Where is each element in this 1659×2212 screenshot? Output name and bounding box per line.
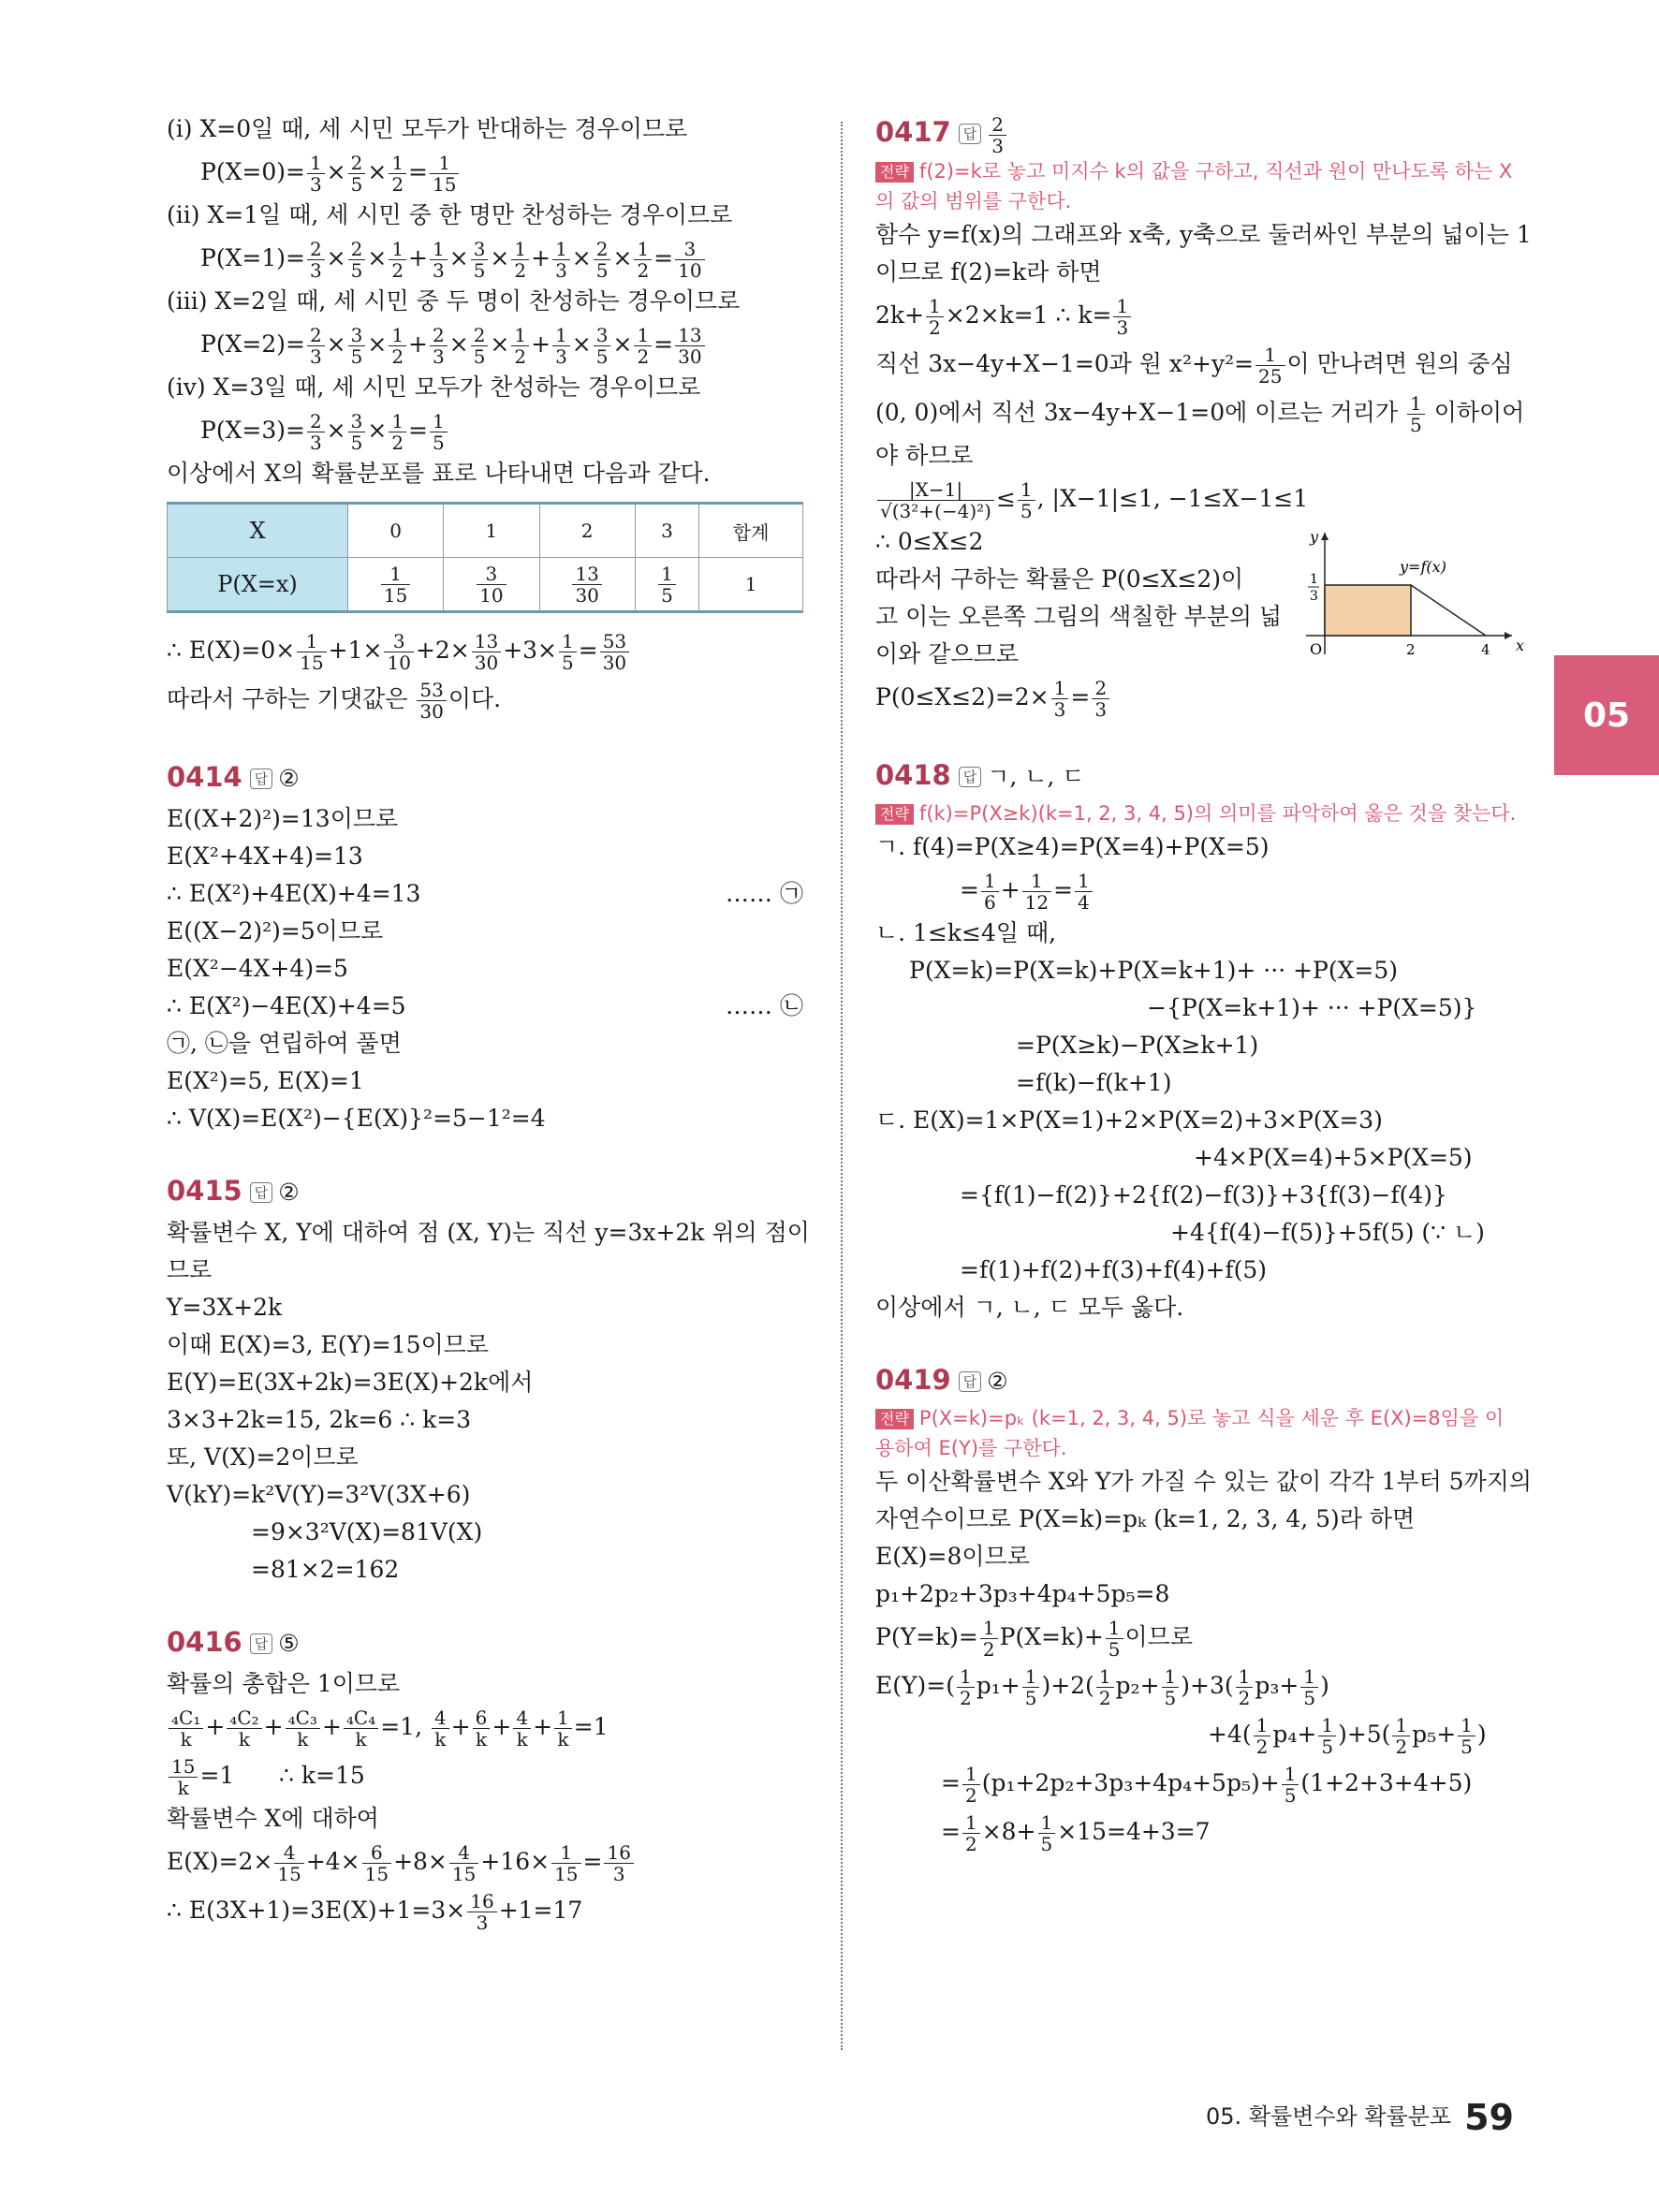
- p-x3: P(X=3)= $\frac{2}{3}$ × $\frac{3}{5}$ × $\frac{1}{2}$ = $\frac{1}{5}$: [167, 406, 803, 455]
- strategy-0419: 전략 P(X=k)=pₖ (k=1, 2, 3, 4, 5)로 놓고 식을 세운 후 E(X)=8임을 이용하여 E(Y)를 구한다.: [875, 1407, 1505, 1459]
- case-iii: (ⅲ) X=2일 때, 세 시민 중 두 명이 찬성하는 경우이므로: [167, 287, 741, 315]
- svg-text:x: x: [1516, 637, 1525, 654]
- strategy-0417: 전략 f(2)=k로 놓고 미지수 k의 값을 구하고, 직선과 원이 만나도록 하는 X의 값의 범위를 구한다.: [875, 160, 1513, 212]
- expectation-line: ∴ E(X)=0× $\frac{1}{15}$ +1× $\frac{3}{10}$ +2× $\frac{13}{30}$ +3× $\frac{1}{5}$ = $\frac{53}{30}$: [167, 626, 803, 675]
- p-x1: P(X=1)= $\frac{2}{3}$ × $\frac{2}{5}$ × $\frac{1}{2}$ + $\frac{1}{3}$ × $\frac{3}{5}$ × $\frac{1}{2}$ + $\frac{1}{3}$ × $\frac{2}{5}$ × $\frac{1}{2}$ = $\frac{3}{10}$: [167, 234, 803, 283]
- case-i: (ⅰ) X=0일 때, 세 시민 모두가 반대하는 경우이므로: [167, 115, 688, 142]
- strategy-0418: 전략 f(k)=P(X≥k)(k=1, 2, 3, 4, 5)의 의미를 파악하여 옳은 것을 찾는다.: [875, 798, 1521, 828]
- svg-text:4: 4: [1481, 641, 1490, 658]
- function-graph: [1287, 523, 1531, 664]
- svg-text:O: O: [1310, 640, 1323, 658]
- problem-0416-header: 0416 답 ⑤: [167, 1626, 300, 1658]
- p-x2: P(X=2)= $\frac{2}{3}$ × $\frac{3}{5}$ × $\frac{1}{2}$ + $\frac{2}{3}$ × $\frac{2}{5}$ × $\frac{1}{2}$ + $\frac{1}{3}$ × $\frac{3}{5}$ × $\frac{1}{2}$ = $\frac{13}{30}$: [167, 320, 803, 369]
- left-column: (ⅰ) X=0일 때, 세 시민 모두가 반대하는 경우이므로 P(X=0)= $\frac{1}{3}$ × $\frac{2}{5}$ × $\frac{1}{2}$ = $\frac{1}{15}$ (ⅱ) X=1일 때, 세 시민 중 한 명만 찬성하는 경우이므로 P(X=1)= $\frac{2}{3}$ × $\frac{2}{5}$ × $\frac{1}{2}$ + $\frac{1}{3}$ × $\frac{3}{5}$ × $\frac{1}{2}$ + $\frac{1}{3}$ × $\frac{2}{5}$ × $\frac{1}{2}$ = $\frac{3}{10}$ (ⅲ) X=2일 때, 세 시민 중 두 명이 찬성하는 경우이므로 P(X=2)= $\frac{2}{3}$ × $\frac{3}{5}$ × $\frac{1}{2}$ + $\frac{2}{3}$ × $\frac{2}{5}$ × $\frac{1}{2}$ + $\frac{1}{3}$ × $\frac{3}{5}$ × $\frac{1}{2}$ = $\frac{13}{30}$ (ⅳ) X=3일 때, 세 시민 모두가 찬성하는 경우이므로 P(X=3)= $\frac{2}{3}$ × $\frac{3}{5}$ × $\frac{1}{2}$ = $\frac{1}{5}$ 이상에서 X의 확률분포를 표로 나타내면 다음과 같다. X 0 1 2 3 합계 P(X=x) $\frac{1}{15}$ $\frac{3}{10}$ $\frac{13}{30}$ $\frac{1}{5}$ 1 ∴ E(X)=0× $\frac{1}{15}$ +1× $\frac{3}{10}$ +2× $\frac{13}{30}$ +3× $\frac{1}{5}$ = $\frac{53}{30}$ 따라서 구하는 기댓값은 $\frac{53}{30}$ 이다. 0414 답 ② E((X+2)²)=13이므로 E(X²+4X+4)=13 ∴ E(X²)+4E(X)+4=13 …… ㉠ E((X−2)²)=5이므로 E(X²−4X+4)=5 ∴ E(X²)−4E(X)+4=5 …… ㉡ ㉠, ㉡을 연립하여 풀면 E(X²)=5, E(X)=1 ∴ V(X)=E(X²)−{E(X)}²=5−1²=4 0415 답 ② 확률변수 X, Y에 대하여 점 (X, Y)는 직선 y=3x+2k 위의 점이 므로 Y=3X+2k 이때 E(X)=3, E(Y)=15이므로 E(Y)=E(3X+2k)=3E(X)+2k에서 3×3+2k=15, 2k=6 ∴ k=3 또, V(X)=2이므로 V(kY)=k²V(Y)=3²V(3X+6) =9×3²V(X)=81V(X) =81×2=162 0416 답 ⑤ 확률의 총합은 1이므로 $\frac{\text{₄C₁}}{k}$ + $\frac{\text{₄C₂}}{k}$ + $\frac{\text{₄C₃}}{k}$ + $\frac{\text{₄C₄}}{k}$ =1, $\frac{4}{k}$ + $\frac{6}{k}$ + $\frac{4}{k}$ + $\frac{1}{k}$ =1 $\frac{15}{k}$ =1 ∴ k=15 확률변수 X에 대하여 E(X)=2× $\frac{4}{15}$ +4× $\frac{6}{15}$ +8× $\frac{4}{15}$ +16× $\frac{1}{15}$ = $\frac{16}{3}$ ∴ E(3X+1)=3E(X)+1=3× $\frac{16}{3}$ +1=17: [167, 110, 803, 1935]
- chapter-tab: 05: [1554, 655, 1659, 775]
- right-column: 0417 답 $\frac{2}{3}$ 전략 f(2)=k로 놓고 미지수 k의 값을 구하고, 직선과 원이 만나도록 하는 X의 값의 범위를 구한다. 함수 y=f(x)의 그래프와 x축, y축으로 둘러싸인 부분의 넓이는 1 이므로 f(2)=k라 하면 2k+ $\frac{1}{2}$ ×2×k=1 ∴ k= $\frac{1}{3}$ 직선 3x−4y+X−1=0과 원 x²+y²= $\frac{1}{25}$ 이 만나려면 원의 중심 (0, 0)에서 직선 3x−4y+X−1=0에 이르는 거리가 $\frac{1}{5}$ 이하이어 야 하므로 $\frac{|X-1|}{\text{√(3²+(−4)²)}}$ ≤ $\frac{1}{5}$ , |X−1|≤1, −1≤X−1≤1 ∴ 0≤X≤2 따라서 구하는 확률은 P(0≤X≤2)이 고 이는 오른쪽 그림의 색칠한 부분의 넓 이와 같으므로 P(0≤X≤2)=2× $\frac{1}{3}$ = $\frac{2}{3}$ y x y=f(x) O 2 4 1 3 0418 답 ㄱ, ㄴ, ㄷ 전략 f(k)=P(X≥k)(k=1, 2, 3, 4, 5)의 의미를 파악하여 옳은 것을 찾는다. ㄱ. f(4)=P(X≥4)=P(X=4)+P(X=5) = $\frac{1}{6}$ + $\frac{1}{12}$ = $\frac{1}{4}$ ㄴ. 1≤k≤4일 때, P(X=k)=P(X=k)+P(X=k+1)+ ··· +P(X=5) −{P(X=k+1)+ ··· +P(X=5)} =P(X≥k)−P(X≥k+1) =f(k)−f(k+1) ㄷ. E(X)=1×P(X=1)+2×P(X=2)+3×P(X=3) +4×P(X=4)+5×P(X=5) ={f(1)−f(2)}+2{f(2)−f(3)}+3{f(3)−f(4)} +4{f(4)−f(5)}+5f(5) (∵ ㄴ) =f(1)+f(2)+f(3)+f(4)+f(5) 이상에서 ㄱ, ㄴ, ㄷ 모두 옳다. 0419 답 ② 전략 P(X=k)=pₖ (k=1, 2, 3, 4, 5)로 놓고 식을 세운 후 E(X)=8임을 이용하여 E(Y)를 구한다. 두 이산확률변수 X와 Y가 가질 수 있는 값이 각각 1부터 5까지의 자연수이므로 P(X=k)=pₖ (k=1, 2, 3, 4, 5)라 하면 E(X)=8이므로 p₁+2p₂+3p₃+4p₄+5p₅=8 P(Y=k)= $\frac{1}{2}$ P(X=k)+ $\frac{1}{5}$ 이므로 E(Y)=( $\frac{1}{2}$ p₁+ $\frac{1}{5}$ )+2( $\frac{1}{2}$ p₂+ $\frac{1}{5}$ )+3( $\frac{1}{2}$ p₃+ $\frac{1}{5}$ ) +4( $\frac{1}{2}$ p₄+ $\frac{1}{5}$ )+5( $\frac{1}{2}$ p₅+ $\frac{1}{5}$ ) = $\frac{1}{2}$ (p₁+2p₂+3p₃+4p₄+5p₅)+ $\frac{1}{5}$ (1+2+3+4+5) = $\frac{1}{2}$ ×8+ $\frac{1}{5}$ ×15=4+3=7: [875, 110, 1521, 1856]
- svg-text:1: 1: [1310, 572, 1318, 587]
- summary-text: 이상에서 X의 확률분포를 표로 나타내면 다음과 같다.: [167, 460, 711, 487]
- problem-0419-header: 0419 답 ②: [875, 1364, 1008, 1396]
- problem-0417-header: 0417 답 $\frac{2}{3}$: [875, 110, 1521, 156]
- sum-probabilities: $\frac{\text{₄C₁}}{k}$ + $\frac{\text{₄C₂}}{k}$ + $\frac{\text{₄C₃}}{k}$ + $\frac{\text{₄C₄}}{k}$ =1, $\frac{4}{k}$ + $\frac{6}{k}$ + $\frac{4}{k}$ + $\frac{1}{k}$ =1: [167, 1703, 803, 1751]
- p-x0: P(X=0)= $\frac{1}{3}$ × $\frac{2}{5}$ × $\frac{1}{2}$ = $\frac{1}{15}$: [167, 148, 803, 197]
- svg-text:3: 3: [1310, 589, 1318, 604]
- table-row: P(X=x) $\frac{1}{15}$ $\frac{3}{10}$ $\frac{13}{30}$ $\frac{1}{5}$ 1: [168, 558, 803, 612]
- expectation-conclusion: 따라서 구하는 기댓값은 $\frac{53}{30}$ 이다.: [167, 679, 502, 723]
- distribution-table: [167, 502, 803, 613]
- svg-text:2: 2: [1406, 641, 1416, 658]
- case-iv: (ⅳ) X=3일 때, 세 시민 모두가 찬성하는 경우이므로: [167, 374, 701, 401]
- column-divider: [841, 122, 843, 2050]
- table-row: X 0 1 2 3 합계: [168, 504, 803, 558]
- problem-0418-header: 0418 답 ㄱ, ㄴ, ㄷ: [875, 759, 1085, 791]
- svg-text:y=f(x): y=f(x): [1400, 558, 1446, 576]
- svg-text:y: y: [1310, 528, 1319, 546]
- problem-0415-header: 0415 답 ②: [167, 1175, 300, 1207]
- page-footer: 05. 확률변수와 확률분포 59: [1206, 2097, 1514, 2138]
- problem-0414-header: 0414 답 ②: [167, 761, 300, 793]
- case-ii: (ⅱ) X=1일 때, 세 시민 중 한 명만 찬성하는 경우이므로: [167, 201, 733, 228]
- shaded-region: [1325, 585, 1411, 636]
